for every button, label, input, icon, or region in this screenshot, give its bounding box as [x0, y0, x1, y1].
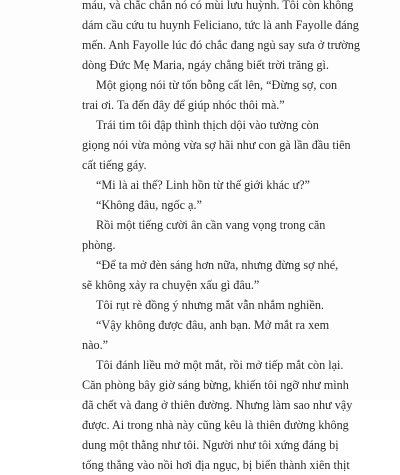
text-line: được. Ai trong nhà này cũng kêu là thiên đường không: [82, 418, 349, 432]
text-line: “Không đâu, ngốc ạ.”: [96, 198, 202, 212]
page-text-block: [82, 0, 360, 475]
text-line: “Mi là ai thế? Linh hồn từ thế giới khác ư?”: [96, 178, 310, 192]
text-line: Tôi rụt rè đồng ý nhưng mắt vẫn nhắm nghiền.: [96, 298, 324, 312]
text-line: “Vậy không được đâu, anh bạn. Mở mắt ra xem: [96, 318, 330, 332]
text-line: Một giọng nói từ tốn bỗng cất lên, “Đừng sợ, con: [96, 78, 338, 92]
text-line: phòng.: [82, 238, 116, 252]
text-line: đã chết và đang ở thiên đường. Nhưng làm sao như vậy: [82, 398, 353, 412]
text-line: máu, và chắc chắn nó có mùi lưu huỳnh. Tôi còn không: [82, 0, 354, 12]
text-line: tống thẳng vào nồi hơi địa ngục, bị biến thành xiên thịt: [82, 458, 350, 472]
text-line: Căn phòng bây giờ sáng bừng, khiến tôi ngỡ như mình: [82, 378, 349, 392]
text-line: dung một thằng như tôi. Người như tôi xứng đáng bị: [82, 438, 339, 452]
text-line: Trái tim tôi đập thình thịch dội vào tường còn: [96, 118, 319, 132]
text-line: dám cầu cứu tu huynh Feliciano, tức là anh Fayolle đáng: [82, 18, 359, 32]
text-line: cất tiếng gáy.: [82, 158, 147, 172]
text-line: “Để ta mở đèn sáng hơn nữa, nhưng đừng sợ nhé,: [96, 258, 339, 272]
text-line: trai ơi. Ta đến đây để giúp nhóc thôi mà.”: [82, 98, 285, 112]
text-line: mến. Anh Fayolle lúc đó chắc đang ngủ say sưa ở trường: [82, 38, 360, 52]
text-line: sẽ không xảy ra chuyện xấu gì đâu.”: [82, 278, 260, 292]
text-line: Tôi đánh liều mở một mắt, rồi mở tiếp mắt còn lại.: [96, 358, 344, 372]
text-line: giọng nói vừa mỏng vừa sợ hãi như con gà lần đầu tiên: [82, 138, 351, 152]
text-line: nào.”: [82, 338, 109, 352]
text-line: Rồi một tiếng cười ân cần vang vọng trong căn: [96, 218, 326, 232]
text-line: dòng Đức Mẹ Maria, ngáy chẳng biết trời trăng gì.: [82, 58, 329, 72]
